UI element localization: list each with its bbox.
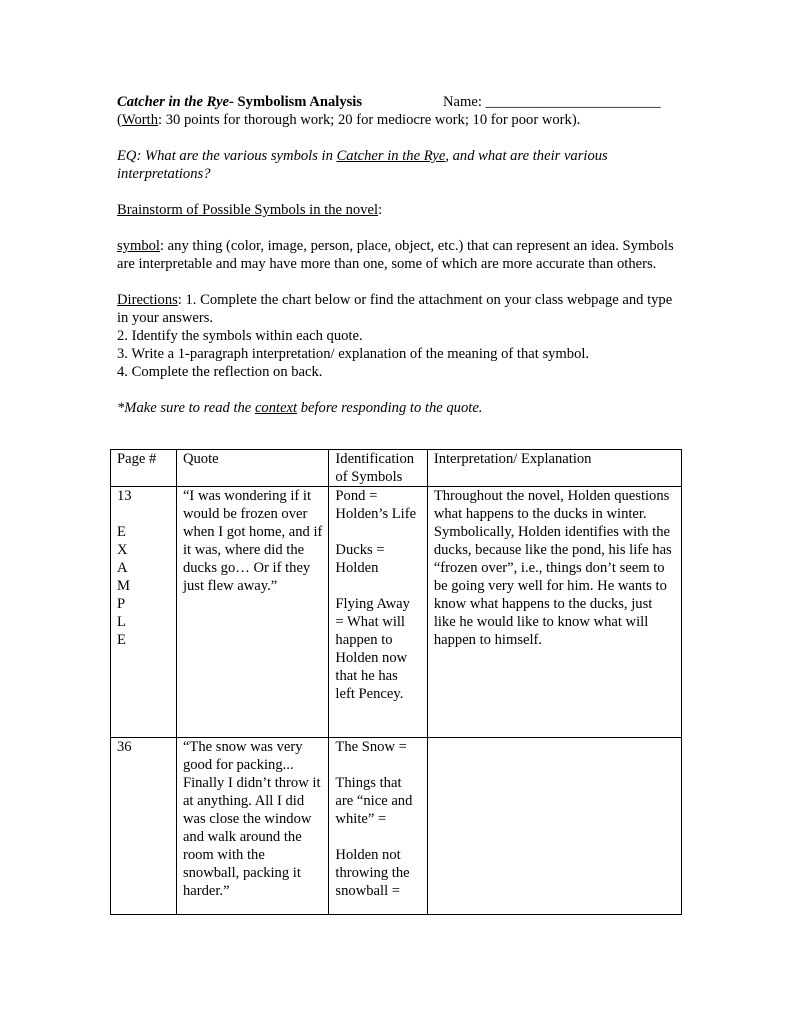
eq-suffix: , and what are their various interpretations? xyxy=(117,148,608,182)
quote-cell: “I was wondering if it would be frozen over when I got home, and if it was, where did the ducks go… Or if they just flew away.” xyxy=(176,487,328,738)
symbol-entry: Things that are “nice and white” = xyxy=(335,775,413,827)
worth-paren: ( xyxy=(117,112,122,128)
name-field: Name: ________________________ xyxy=(443,94,661,110)
symbols-cell xyxy=(329,738,427,915)
interpretation-cell[interactable] xyxy=(427,738,681,915)
table-row xyxy=(111,487,682,738)
example-letter: M xyxy=(117,578,130,594)
example-letter: E xyxy=(117,632,126,648)
directions-line1 xyxy=(117,291,687,327)
brainstorm-colon: : xyxy=(378,202,383,218)
page-cell: 36 xyxy=(111,738,177,915)
worksheet-body xyxy=(117,93,687,417)
header-page: Page # xyxy=(111,450,177,487)
directions-label: Directions xyxy=(117,292,178,308)
worth-text: : 30 points for thorough work; 20 for mediocre work; 10 for poor work). xyxy=(158,112,581,128)
essential-question xyxy=(117,147,687,183)
table-header-row xyxy=(111,450,682,487)
brainstorm-label: Brainstorm of Possible Symbols in the novel xyxy=(117,202,379,218)
example-letter: X xyxy=(117,542,128,558)
symbol-entry: The Snow = xyxy=(335,739,407,755)
book-title: Catcher in the Rye xyxy=(117,94,230,110)
directions-line2: 2. Identify the symbols within each quote. xyxy=(117,328,363,344)
brainstorm-heading xyxy=(117,201,687,219)
quote-cell: “The snow was very good for packing... Finally I didn’t throw it at anything. All I did was close the window and walk around the room with the snowball, packing it harder.” xyxy=(176,738,328,915)
header-interpretation: Interpretation/ Explanation xyxy=(427,450,681,487)
directions-line4: 4. Complete the reflection on back. xyxy=(117,364,323,380)
symbol-entry: Holden not throwing the snowball = xyxy=(335,847,410,899)
note-context: context xyxy=(254,400,298,416)
worth-line xyxy=(117,111,687,129)
eq-book: Catcher in the Rye xyxy=(336,148,446,164)
symbol-entry: Ducks = Holden xyxy=(335,542,385,576)
table-row xyxy=(111,738,682,915)
symbol-term: symbol xyxy=(117,238,160,254)
header-quote: Quote xyxy=(176,450,328,487)
symbol-definition xyxy=(117,237,687,273)
symbol-text: : any thing (color, image, person, place, object, etc.) that can represent an idea. Symbols are interpretable and may have more than one, some of which are more accurate than others. xyxy=(117,238,674,272)
symbols-cell xyxy=(329,487,427,738)
directions-text: : 1. Complete the chart below or find the attachment on your class webpage and type in your answers. xyxy=(117,292,673,326)
example-letter: E xyxy=(117,524,126,540)
example-label xyxy=(117,523,170,649)
note-suffix: before responding to the quote. xyxy=(297,400,483,416)
page-cell xyxy=(111,487,177,738)
symbol-entry: Pond = Holden’s Life xyxy=(335,488,417,522)
example-letter: A xyxy=(117,560,128,576)
worth-label: Worth xyxy=(121,112,158,128)
symbol-chart xyxy=(110,449,682,915)
directions-line3: 3. Write a 1-paragraph interpretation/ explanation of the meaning of that symbol. xyxy=(117,346,590,362)
header-identification: Identification of Symbols xyxy=(329,450,427,487)
example-letter: L xyxy=(117,614,126,630)
context-note xyxy=(117,399,687,417)
worksheet-title: - Symbolism Analysis xyxy=(229,94,363,110)
example-letter: P xyxy=(117,596,126,612)
title-row xyxy=(117,93,687,111)
symbol-entry: Flying Away = What will happen to Holden now that he has left Pencey. xyxy=(335,596,410,702)
note-prefix: *Make sure to read the xyxy=(117,400,255,416)
interpretation-cell: Throughout the novel, Holden questions what happens to the ducks in winter. Symbolically, Holden identifies with the ducks, because like the pond, his life has “frozen over”, i.e., things don’t seem to be going very well for him. He wants to know what happens to the ducks, just like he would like to know what will happen to himself. xyxy=(427,487,681,738)
page-number: 13 xyxy=(117,488,132,504)
eq-prefix: EQ: What are the various symbols in xyxy=(117,148,337,164)
